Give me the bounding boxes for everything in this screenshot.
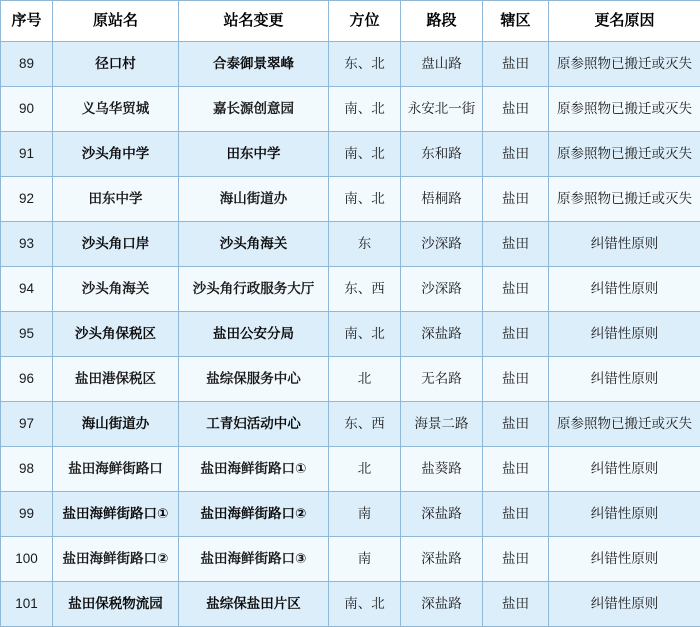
cell-new-name: 嘉长源创意园 xyxy=(179,87,329,132)
cell-district: 盐田 xyxy=(483,222,549,267)
table-row xyxy=(1,222,700,267)
table-body xyxy=(1,42,700,627)
cell-old-name: 盐田港保税区 xyxy=(53,357,179,402)
table-header-row xyxy=(1,1,700,42)
column-header-district: 辖区 xyxy=(483,1,549,42)
table-row xyxy=(1,582,700,627)
cell-new-name: 盐综保盐田片区 xyxy=(179,582,329,627)
cell-new-name: 盐田海鲜街路口③ xyxy=(179,537,329,582)
cell-old-name: 沙头角海关 xyxy=(53,267,179,312)
cell-section: 深盐路 xyxy=(401,582,483,627)
cell-direction: 南 xyxy=(329,537,401,582)
column-header-old-name: 原站名 xyxy=(53,1,179,42)
table-row xyxy=(1,402,700,447)
column-header-new-name: 站名变更 xyxy=(179,1,329,42)
column-header-reason: 更名原因 xyxy=(549,1,700,42)
cell-direction: 东、西 xyxy=(329,267,401,312)
cell-section: 深盐路 xyxy=(401,492,483,537)
cell-old-name: 盐田保税物流园 xyxy=(53,582,179,627)
cell-index: 98 xyxy=(1,447,53,492)
cell-direction: 南、北 xyxy=(329,312,401,357)
cell-district: 盐田 xyxy=(483,177,549,222)
cell-reason: 原参照物已搬迁或灭失 xyxy=(549,402,700,447)
cell-district: 盐田 xyxy=(483,42,549,87)
cell-reason: 纠错性原则 xyxy=(549,447,700,492)
table-row xyxy=(1,42,700,87)
cell-district: 盐田 xyxy=(483,312,549,357)
cell-index: 90 xyxy=(1,87,53,132)
cell-district: 盐田 xyxy=(483,87,549,132)
cell-reason: 原参照物已搬迁或灭失 xyxy=(549,177,700,222)
cell-index: 92 xyxy=(1,177,53,222)
table-row xyxy=(1,177,700,222)
cell-index: 96 xyxy=(1,357,53,402)
cell-section: 盘山路 xyxy=(401,42,483,87)
cell-reason: 原参照物已搬迁或灭失 xyxy=(549,87,700,132)
cell-reason: 原参照物已搬迁或灭失 xyxy=(549,132,700,177)
cell-reason: 纠错性原则 xyxy=(549,222,700,267)
cell-index: 89 xyxy=(1,42,53,87)
cell-reason: 纠错性原则 xyxy=(549,582,700,627)
cell-old-name: 田东中学 xyxy=(53,177,179,222)
cell-index: 101 xyxy=(1,582,53,627)
cell-old-name: 沙头角口岸 xyxy=(53,222,179,267)
cell-section: 永安北一街 xyxy=(401,87,483,132)
cell-district: 盐田 xyxy=(483,132,549,177)
cell-reason: 纠错性原则 xyxy=(549,357,700,402)
column-header-direction: 方位 xyxy=(329,1,401,42)
cell-old-name: 盐田海鲜街路口② xyxy=(53,537,179,582)
table-row xyxy=(1,87,700,132)
cell-direction: 南 xyxy=(329,492,401,537)
cell-district: 盐田 xyxy=(483,267,549,312)
cell-district: 盐田 xyxy=(483,402,549,447)
cell-new-name: 工青妇活动中心 xyxy=(179,402,329,447)
table-row xyxy=(1,492,700,537)
cell-reason: 纠错性原则 xyxy=(549,267,700,312)
cell-old-name: 沙头角保税区 xyxy=(53,312,179,357)
cell-direction: 北 xyxy=(329,447,401,492)
table-row xyxy=(1,132,700,177)
cell-old-name: 海山街道办 xyxy=(53,402,179,447)
cell-section: 沙深路 xyxy=(401,267,483,312)
cell-district: 盐田 xyxy=(483,537,549,582)
cell-district: 盐田 xyxy=(483,582,549,627)
cell-index: 97 xyxy=(1,402,53,447)
cell-old-name: 盐田海鲜街路口① xyxy=(53,492,179,537)
column-header-index: 序号 xyxy=(1,1,53,42)
cell-district: 盐田 xyxy=(483,357,549,402)
cell-district: 盐田 xyxy=(483,447,549,492)
cell-index: 99 xyxy=(1,492,53,537)
table-row xyxy=(1,537,700,582)
cell-reason: 纠错性原则 xyxy=(549,492,700,537)
cell-direction: 东、西 xyxy=(329,402,401,447)
cell-new-name: 盐田公安分局 xyxy=(179,312,329,357)
table-row xyxy=(1,357,700,402)
cell-new-name: 盐综保服务中心 xyxy=(179,357,329,402)
cell-new-name: 沙头角海关 xyxy=(179,222,329,267)
cell-old-name: 沙头角中学 xyxy=(53,132,179,177)
cell-index: 100 xyxy=(1,537,53,582)
cell-direction: 北 xyxy=(329,357,401,402)
cell-new-name: 合泰御景翠峰 xyxy=(179,42,329,87)
cell-old-name: 义乌华贸城 xyxy=(53,87,179,132)
cell-index: 94 xyxy=(1,267,53,312)
cell-district: 盐田 xyxy=(483,492,549,537)
cell-section: 海景二路 xyxy=(401,402,483,447)
cell-index: 95 xyxy=(1,312,53,357)
cell-index: 91 xyxy=(1,132,53,177)
cell-section: 沙深路 xyxy=(401,222,483,267)
cell-reason: 原参照物已搬迁或灭失 xyxy=(549,42,700,87)
cell-direction: 南、北 xyxy=(329,87,401,132)
cell-new-name: 海山街道办 xyxy=(179,177,329,222)
cell-direction: 东 xyxy=(329,222,401,267)
cell-old-name: 径口村 xyxy=(53,42,179,87)
cell-section: 深盐路 xyxy=(401,537,483,582)
column-header-section: 路段 xyxy=(401,1,483,42)
table-row xyxy=(1,447,700,492)
cell-index: 93 xyxy=(1,222,53,267)
cell-new-name: 沙头角行政服务大厅 xyxy=(179,267,329,312)
cell-section: 深盐路 xyxy=(401,312,483,357)
cell-section: 无名路 xyxy=(401,357,483,402)
cell-reason: 纠错性原则 xyxy=(549,312,700,357)
cell-direction: 南、北 xyxy=(329,582,401,627)
cell-old-name: 盐田海鲜街路口 xyxy=(53,447,179,492)
cell-section: 盐葵路 xyxy=(401,447,483,492)
cell-new-name: 田东中学 xyxy=(179,132,329,177)
cell-section: 梧桐路 xyxy=(401,177,483,222)
cell-new-name: 盐田海鲜街路口① xyxy=(179,447,329,492)
table-row xyxy=(1,312,700,357)
cell-new-name: 盐田海鲜街路口② xyxy=(179,492,329,537)
cell-reason: 纠错性原则 xyxy=(549,537,700,582)
table-row xyxy=(1,267,700,312)
cell-direction: 南、北 xyxy=(329,132,401,177)
cell-direction: 南、北 xyxy=(329,177,401,222)
cell-direction: 东、北 xyxy=(329,42,401,87)
cell-section: 东和路 xyxy=(401,132,483,177)
